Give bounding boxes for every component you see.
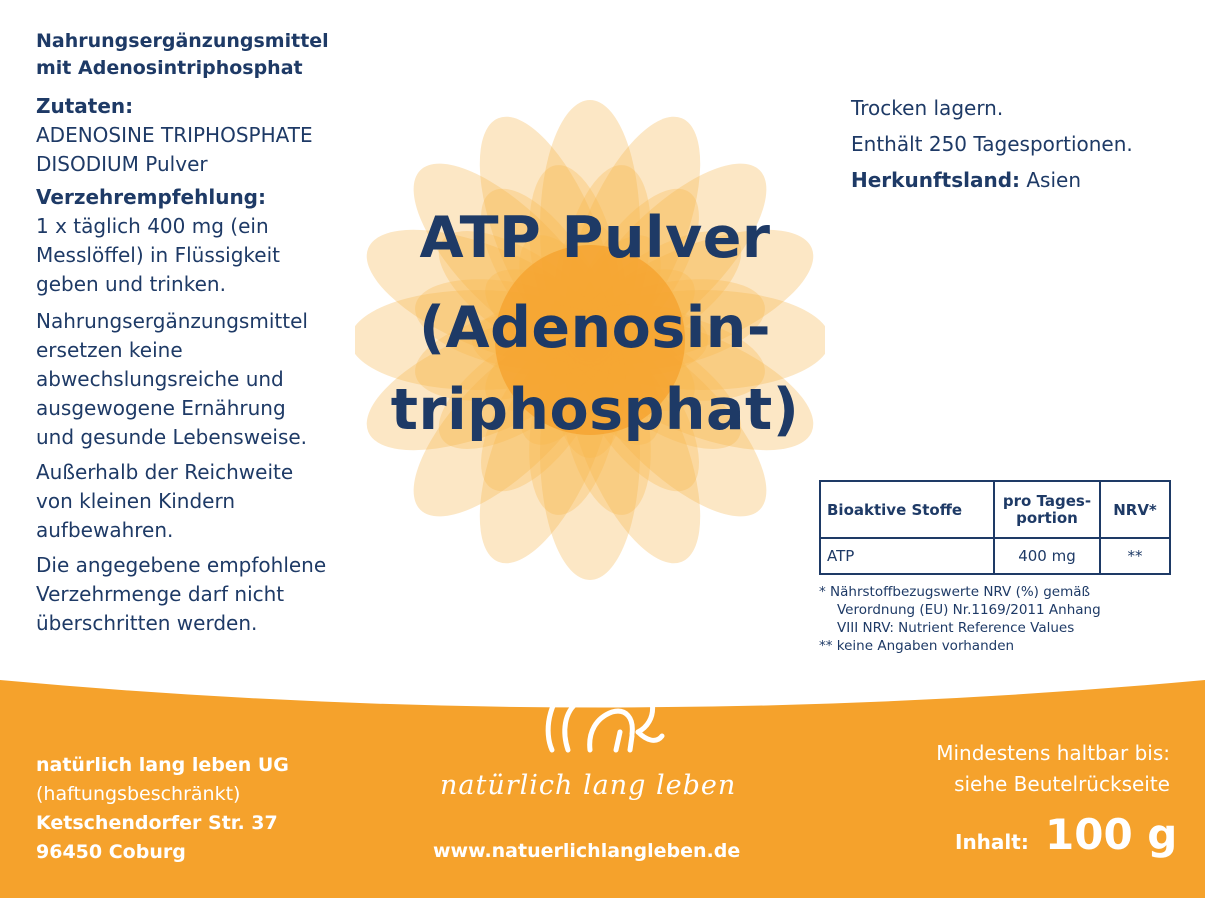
- col-bioactive: Bioaktive Stoffe: [820, 481, 994, 538]
- portions-info: Enthält 250 Tagesportionen.: [851, 132, 1133, 156]
- col-per-portion: pro Tages- portion: [994, 481, 1100, 538]
- storage-info: Trocken lagern.: [851, 96, 1004, 120]
- cell-nrv: **: [1100, 538, 1170, 574]
- mammoth-logo-icon: [530, 662, 670, 762]
- product-type: Nahrungsergänzungsmittel mit Adenosintriphosphat: [36, 30, 329, 79]
- product-title-line1: ATP Pulver: [419, 205, 771, 271]
- company-street: Ketschendorfer Str. 37: [36, 812, 278, 834]
- company-form: (haftungsbeschränkt): [36, 783, 241, 805]
- brand-wordmark: natürlich lang leben: [440, 770, 737, 801]
- ingredients-heading: Zutaten:: [36, 94, 134, 118]
- company-name: natürlich lang leben UG: [36, 754, 289, 776]
- note-dosage-limit: Die angegebene empfohlene Verzehrmenge darf nicht überschritten werden.: [36, 553, 327, 635]
- origin-value: Asien: [1020, 168, 1082, 192]
- product-title-line2: (Adenosin-: [418, 295, 772, 361]
- footnote-no-data: ** keine Angaben vorhanden: [819, 638, 1015, 654]
- product-title-line3: triphosphat): [390, 377, 800, 443]
- ingredients-block: Zutaten: ADENOSINE TRIPHOSPHATE DISODIUM Pulver: [36, 92, 381, 179]
- website-link[interactable]: www.natuerlichlangleben.de: [433, 840, 741, 862]
- cell-amount: 400 mg: [994, 538, 1100, 574]
- cell-substance: ATP: [820, 538, 994, 574]
- note-supplement: Nahrungsergänzungsmittel ersetzen keine abwechslungsreiche und ausgewogene Ernährung und gesunde Lebensweise.: [36, 309, 308, 449]
- company-city: 96450 Coburg: [36, 841, 186, 863]
- dosage-block: Verzehrempfehlung: 1 x täglich 400 mg (ein Messlöffel) in Flüssigkeit geben und trinken.: [36, 183, 381, 299]
- content-label: Inhalt:: [955, 830, 1029, 854]
- best-before-label: Mindestens haltbar bis:: [936, 741, 1170, 765]
- col-nrv: NRV*: [1100, 481, 1170, 538]
- note-children: Außerhalb der Reichweite von kleinen Kindern aufbewahren.: [36, 460, 294, 542]
- content-value: 100 g: [1045, 810, 1178, 859]
- footnote-nrv: * Nährstoffbezugswerte NRV (%) gemäß Verordnung (EU) Nr.1169/2011 Anhang VIII NRV: Nutrient Reference Values ** keine Angaben vorhanden: [819, 584, 1101, 654]
- best-before-note: siehe Beutelrückseite: [954, 772, 1170, 796]
- origin-label: Herkunftsland:: [851, 168, 1021, 192]
- dosage-heading: Verzehrempfehlung:: [36, 185, 266, 209]
